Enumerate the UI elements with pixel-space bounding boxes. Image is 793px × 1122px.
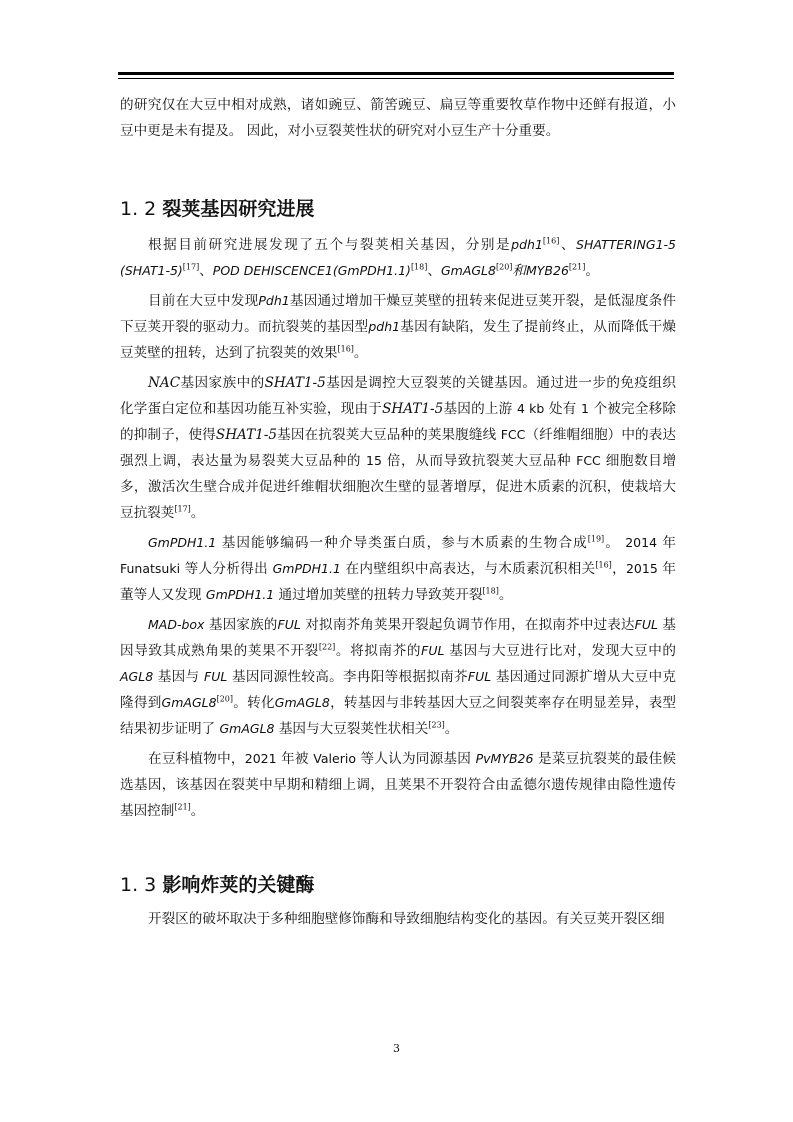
- text-run: ，: [611, 561, 626, 577]
- gene-name: SHATTERING1-5 (SHAT1-5): [120, 237, 676, 278]
- gene-name: POD DEHISCENCE1(GmPDH1.1): [212, 263, 411, 278]
- gene-name: pdh1: [511, 237, 543, 252]
- citation: [19]: [587, 534, 605, 544]
- citation: [23]: [428, 720, 445, 730]
- section-title: 裂荚基因研究进展: [162, 198, 315, 220]
- page-number: 3: [393, 1042, 400, 1055]
- gene-name: GmAGL8: [274, 695, 330, 710]
- gene-name: FUL: [634, 617, 658, 632]
- header-rule-thick: [118, 72, 674, 75]
- text-run: 。: [353, 345, 368, 361]
- text-run: 基因与: [157, 669, 200, 685]
- gene-name: AGL8: [120, 669, 154, 684]
- text-run: 。: [585, 263, 599, 279]
- text-run: 细胞数目增多，激活次生壁合成并促进纤维帽状细胞次生壁的显著增厚，促进木质素的沉积，使栽培大豆抗裂荚: [120, 453, 677, 521]
- gene-name: GmPDH1.1: [148, 535, 217, 550]
- text-run: 在豆科植物中，: [148, 751, 245, 767]
- paragraph-1: [120, 232, 676, 284]
- number-run: 2015: [625, 561, 658, 576]
- text-run: 目前在大豆中发现: [148, 293, 259, 309]
- citation: [22]: [318, 642, 336, 652]
- citation: [20]: [495, 262, 513, 272]
- number-run: 2014: [625, 535, 658, 550]
- text-run: 对拟南芥角荚果开裂起负调节作用，在拟南芥中过表达: [305, 617, 635, 633]
- text-run: 在内壁组织中高表达，与木质素沉积相关: [345, 561, 596, 577]
- gene-name: SHAT1-5: [382, 401, 444, 417]
- gene-name: PvMYB26: [475, 751, 534, 766]
- text-run: 基因家族中的: [180, 375, 265, 391]
- text-run: 基因同源性较高。李冉阳等根据拟南芥: [231, 669, 468, 685]
- gene-name: SHAT1-5: [264, 375, 326, 391]
- text-run: 处有: [548, 401, 577, 417]
- section-number: 1. 3: [120, 874, 157, 896]
- text-run: 、: [199, 263, 213, 279]
- text-run: 。将拟南芥的: [335, 643, 422, 659]
- text-run: 基因导致其成熟角果的荚果不开裂: [120, 617, 676, 659]
- text-run: 年董等人又发现: [120, 561, 676, 603]
- citation: [18]: [410, 262, 428, 272]
- section-heading-1-2: [120, 196, 676, 222]
- gene-name: Pdh1: [258, 293, 290, 308]
- paragraph-7: 开裂区的破坏取决于多种细胞壁修饰酶和导致细胞结构变化的基因。有关豆荚开裂区细: [148, 911, 665, 927]
- citation: [16]: [542, 236, 560, 246]
- gene-name: GmAGL8: [219, 721, 275, 736]
- gene-name: MAD-box: [148, 617, 205, 632]
- text-run: 。: [190, 505, 205, 521]
- citation: [16]: [595, 560, 612, 570]
- header-rule-thin: [118, 78, 674, 79]
- number-run: FCC: [500, 427, 526, 442]
- gene-name: GmAGL8: [161, 695, 217, 710]
- number-run: 2021: [244, 751, 277, 766]
- text-run: 年被: [281, 751, 309, 767]
- gene-name: FUL: [467, 669, 492, 684]
- citation: [17]: [174, 504, 191, 514]
- section-number: 1. 2: [120, 198, 157, 220]
- number-run: Valerio: [313, 751, 356, 766]
- text-run: 。: [190, 803, 205, 819]
- text-run: 通过增加荚壁的扭转力导致荚开裂: [278, 587, 483, 603]
- paragraph-6: [120, 746, 676, 824]
- citation: [17]: [182, 262, 200, 272]
- gene-name: FUL: [421, 643, 445, 658]
- number-run: 4 kb: [517, 401, 545, 416]
- gene-name: FUL: [204, 669, 228, 684]
- text-run: 基因家族的: [208, 617, 278, 633]
- text-run: 基因的上游: [443, 401, 513, 417]
- paragraph-3: [120, 370, 676, 526]
- paragraph-5: [120, 612, 676, 742]
- text-run: 基因是调控大豆裂荚的关键基因。通过进一步的免疫组织化学蛋白定位和基因功能互补实验，现由于: [120, 375, 677, 417]
- citation: [20]: [216, 694, 233, 704]
- text-run: （纤维帽细胞）中的表达强烈上调，表达量为易裂荚大豆品种的: [120, 427, 677, 469]
- text-run: 基因有缺陷，发生了提前终止，从而降低干燥豆荚壁的扭转，达到了抗裂荚的效果: [120, 319, 676, 361]
- intro-paragraph: 的研究仅在大豆中相对成熟，诸如豌豆、箭筈豌豆、扁豆等重要牧草作物中还鲜有报道，小豆中更是未有提及。 因此，对小豆裂荚性状的研究对小豆生产十分重要。: [120, 97, 676, 139]
- number-run: Funatsuki: [120, 561, 181, 576]
- text-run: 。: [604, 535, 620, 551]
- section-heading-1-3: [120, 872, 676, 898]
- gene-name: GmAGL8: [440, 263, 496, 278]
- gene-name: GmPDH1.1: [205, 587, 275, 602]
- text-run: 基因与大豆进行比对，发现大豆中的: [449, 643, 677, 659]
- text-run: 基因通过同源扩增从大豆中克隆得到: [120, 669, 676, 711]
- gene-name: GmPDH1.1: [272, 561, 341, 576]
- number-run: 15: [366, 453, 382, 468]
- citation: [21]: [174, 802, 191, 812]
- text-run: 是菜豆抗裂荚的最佳候选基因，该基因在裂荚中早期和精细上调，且荚果不开裂符合由孟德尔遗传规律由隐性遗传基因控制: [120, 751, 676, 819]
- paragraph-2: [120, 288, 676, 366]
- text-run: 年: [662, 535, 677, 551]
- text-run: 根据目前研究进展发现了五个与裂荚相关基因，分别是: [148, 237, 512, 253]
- body-text: [120, 92, 676, 932]
- text-run: 基因与大豆裂荚性状相关: [278, 721, 429, 737]
- text-run: 。: [444, 721, 459, 737]
- text-run: 。转化: [233, 695, 275, 711]
- gene-name: pdh1: [368, 319, 401, 334]
- text-run: 倍，从而导致抗裂荚大豆品种: [386, 453, 572, 469]
- gene-name: MYB26: [526, 263, 569, 278]
- text-run: 等人认为同源基因: [360, 751, 472, 767]
- text-run: 、: [427, 263, 441, 279]
- text-run: 和: [512, 263, 526, 279]
- text-run: 个被完全移除的抑制子，使得: [120, 401, 677, 443]
- number-run: 1: [580, 401, 589, 416]
- paragraph-4: [120, 530, 676, 608]
- citation: [21]: [568, 262, 586, 272]
- text-run: 等人分析得出: [184, 561, 268, 577]
- text-run: 基因能够编码一种介导类蛋白质，参与木质素的生物合成: [221, 535, 588, 551]
- text-run: 基因在抗裂荚大豆品种的荚果腹缝线: [277, 427, 497, 443]
- text-run: 、: [559, 237, 577, 253]
- gene-name: FUL: [277, 617, 301, 632]
- text-run: 。: [498, 587, 513, 603]
- section-title: 影响炸荚的关键酶: [162, 874, 315, 896]
- gene-name: NAC: [148, 375, 181, 391]
- text-run: 基因通过增加干燥豆荚壁的扭转来促进豆荚开裂，是低湿度条件下豆荚开裂的驱动力。而抗裂荚的基因型: [120, 293, 677, 335]
- text-run: ，转基因与非转基因大豆之间裂荚率存在明显差异，表型结果初步证明了: [120, 695, 677, 737]
- gene-name: SHAT1-5: [215, 427, 278, 443]
- citation: [16]: [337, 344, 354, 354]
- number-run: FCC: [576, 453, 601, 468]
- citation: [18]: [482, 586, 499, 596]
